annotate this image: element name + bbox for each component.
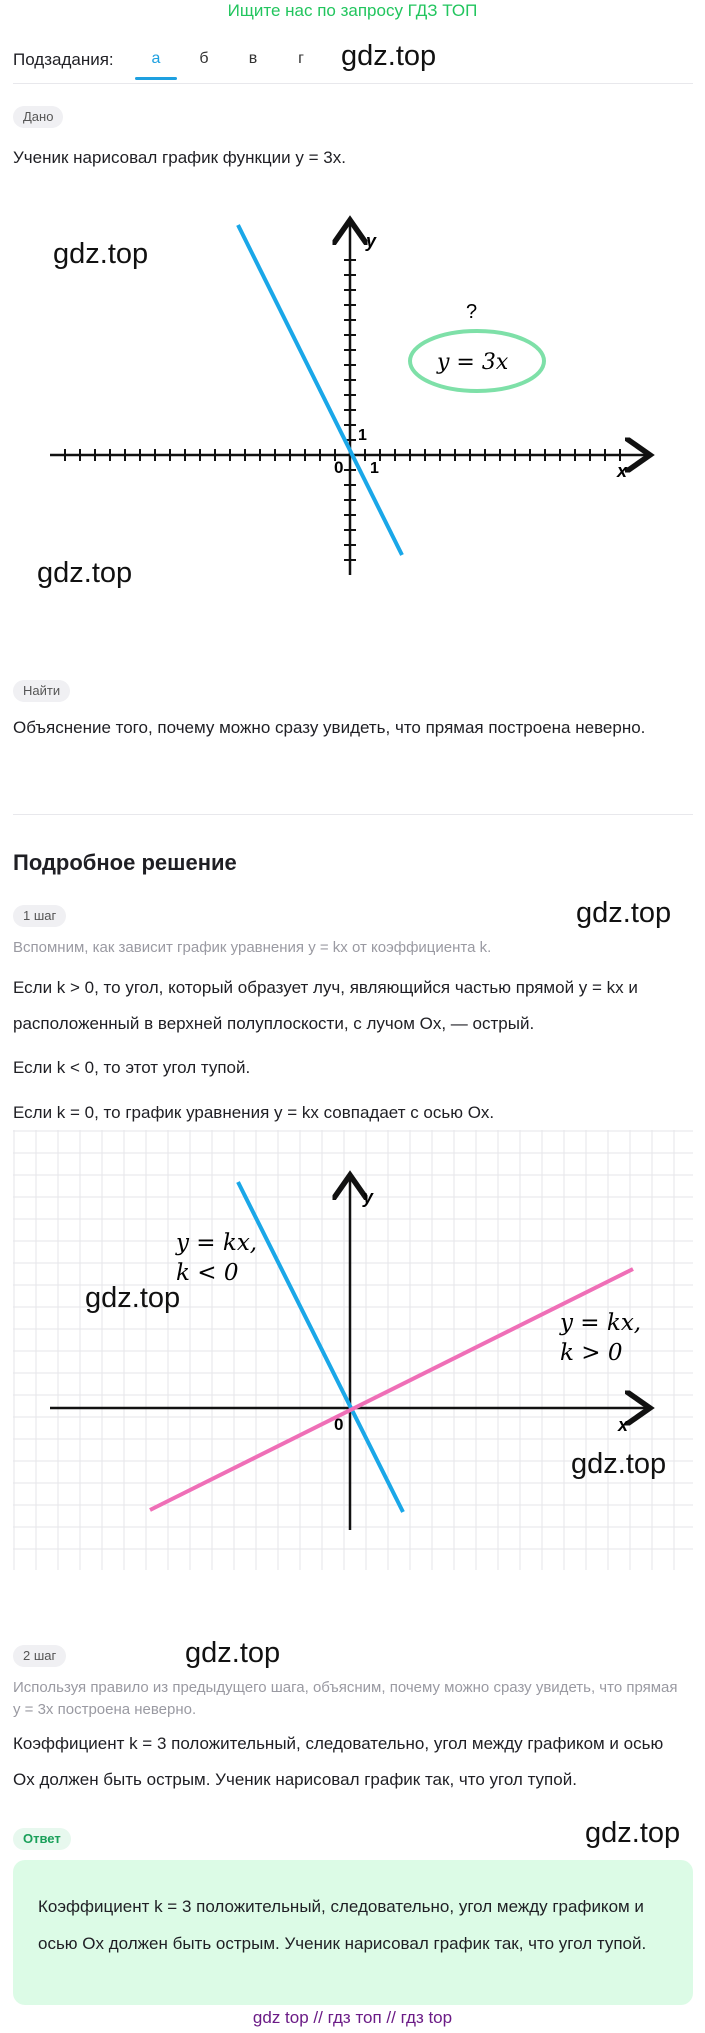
tab-b[interactable]: б	[199, 50, 209, 67]
unit-y-label: 1	[358, 427, 367, 444]
watermark: gdz.top	[576, 897, 672, 929]
negative-k-label-2: k < 0	[176, 1260, 239, 1286]
step1-badge: 1 шаг	[13, 905, 66, 927]
tab-g[interactable]: г	[298, 50, 304, 67]
tab-a[interactable]: а	[151, 50, 161, 67]
positive-k-label-2: k > 0	[560, 1340, 623, 1366]
graph-line	[238, 225, 402, 555]
ellipse-label: y = 3x	[437, 350, 509, 375]
given-badge: Дано	[13, 106, 63, 128]
given-text: Ученик нарисовал график функции y = 3x.	[13, 148, 346, 167]
footer-links[interactable]: gdz top // гдз топ // гдз top	[252, 2008, 453, 2027]
watermark: gdz.top	[53, 238, 149, 270]
x-axis-label: x	[617, 461, 628, 481]
find-badge: Найти	[13, 680, 70, 702]
step2-hint: Используя правило из предыдущего шага, объясним, почему можно сразу увидеть, что прямая y = 3x построена неверно.	[13, 1679, 678, 1718]
y-axis-label: y	[366, 231, 377, 251]
watermark: gdz.top	[185, 1637, 281, 1669]
tab-v[interactable]: в	[248, 50, 258, 67]
top-search-hint[interactable]: Ищите нас по запросу ГДЗ ТОП	[227, 1, 478, 20]
solution-title: Подробное решение	[13, 850, 237, 875]
step1-p2: Если k < 0, то этот угол тупой.	[13, 1058, 251, 1077]
watermark: gdz.top	[585, 1817, 681, 1849]
negative-k-line	[238, 1182, 403, 1512]
answer-text: Коэффициент k = 3 положительный, следовательно, угол между графиком и осью Ox должен быть острым. Ученик нарисовал график так, что угол тупой.	[38, 1897, 647, 1953]
watermark: gdz.top	[37, 557, 133, 589]
x-axis-label: x	[618, 1415, 629, 1435]
positive-k-label-1: y = kx,	[560, 1310, 642, 1336]
subtasks-label: Подзадания:	[13, 50, 114, 69]
find-text: Объяснение того, почему можно сразу увидеть, что прямая построена неверно.	[13, 718, 646, 737]
watermark: gdz.top	[341, 40, 437, 72]
step2-badge: 2 шаг	[13, 1645, 66, 1667]
active-tab-indicator	[135, 77, 177, 80]
positive-k-line	[150, 1269, 633, 1510]
origin-label: 0	[334, 458, 344, 477]
step1-p3: Если k = 0, то график уравнения y = kx совпадает с осью Ox.	[13, 1103, 495, 1122]
watermark: gdz.top	[85, 1282, 181, 1314]
divider	[13, 83, 693, 84]
unit-x-label: 1	[370, 460, 379, 477]
question-mark: ?	[466, 301, 478, 323]
step1-hint: Вспомним, как зависит график уравнения y = kx от коэффициента k.	[13, 939, 492, 956]
step2-p1: Коэффициент k = 3 положительный, следовательно, угол между графиком и осью Ox должен быть острым. Ученик нарисовал график так, что угол тупой.	[13, 1734, 664, 1789]
divider	[13, 814, 693, 815]
answer-badge: Ответ	[13, 1828, 71, 1850]
origin-label: 0	[334, 1415, 344, 1434]
negative-k-label-1: y = kx,	[176, 1230, 258, 1256]
watermark: gdz.top	[571, 1448, 667, 1480]
y-axis-label: y	[363, 1187, 374, 1207]
kx-graph	[13, 1130, 693, 1570]
step1-p1: Если k > 0, то угол, который образует луч, являющийся частью прямой y = kx и расположенный в верхней полуплоскости, с лучом Ox, — острый.	[13, 978, 638, 1033]
